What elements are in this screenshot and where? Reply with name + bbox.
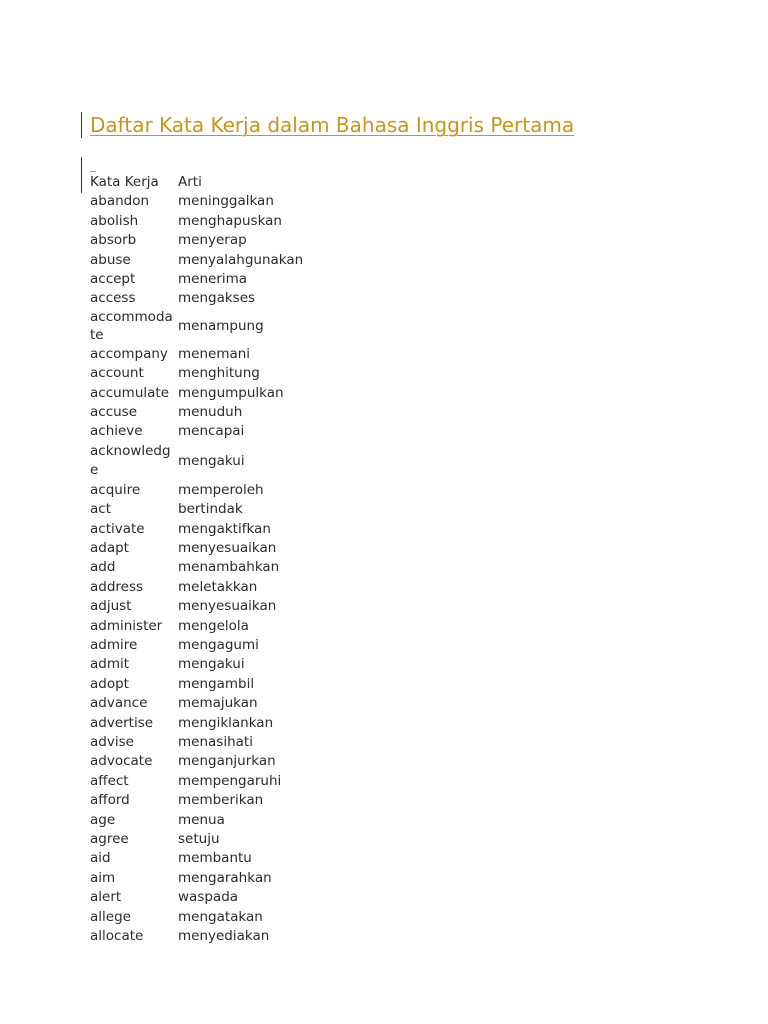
meaning-cell: menemani — [178, 345, 251, 362]
table-row — [90, 403, 303, 422]
text-cursor-bar — [81, 157, 82, 193]
meaning-cell: mengakui — [178, 656, 245, 673]
table-row — [90, 364, 303, 383]
verb-cell: afford — [90, 792, 130, 809]
verb-cell: abuse — [90, 251, 131, 268]
verb-cell: admit — [90, 656, 130, 673]
verb-cell: abolish — [90, 212, 139, 229]
meaning-cell: mengatakan — [178, 908, 263, 925]
table-row — [90, 597, 303, 616]
table-row — [90, 231, 303, 250]
verb-table — [90, 173, 303, 946]
verb-cell: address — [90, 578, 144, 595]
meaning-cell: meletakkan — [178, 578, 258, 595]
table-row — [90, 192, 303, 211]
meaning-cell: waspada — [178, 889, 239, 906]
meaning-cell: menghapuskan — [178, 212, 282, 229]
meaning-cell: menerima — [178, 271, 248, 288]
verb-cell: acknowledge — [90, 442, 171, 479]
verb-cell: aid — [90, 850, 111, 867]
meaning-cell: setuju — [178, 831, 220, 847]
table-row — [90, 888, 303, 907]
table-row — [90, 422, 303, 441]
verb-cell: agree — [90, 831, 129, 847]
table-row — [90, 270, 303, 289]
verb-cell: advance — [90, 695, 148, 712]
meaning-cell: menyediakan — [178, 928, 270, 945]
table-row — [90, 733, 303, 752]
meaning-cell: menyerap — [178, 232, 247, 249]
verb-cell: add — [90, 559, 116, 576]
table-row — [90, 481, 303, 500]
verb-cell: aim — [90, 869, 116, 886]
table-row — [90, 830, 303, 849]
meaning-cell: menganjurkan — [178, 753, 276, 770]
table-row — [90, 655, 303, 674]
verb-cell: activate — [90, 520, 145, 537]
meaning-cell: mengambil — [178, 675, 255, 692]
table-row — [90, 539, 303, 558]
verb-cell: admire — [90, 636, 138, 653]
meaning-cell: mengumpulkan — [178, 384, 284, 401]
table-row — [90, 908, 303, 927]
meaning-cell: memberikan — [178, 792, 264, 809]
table-row — [90, 849, 303, 868]
anchor-link[interactable] — [90, 158, 96, 172]
table-row — [90, 772, 303, 791]
verb-cell: account — [90, 365, 144, 382]
verb-cell: achieve — [90, 423, 143, 440]
table-row — [90, 752, 303, 771]
verb-cell: adapt — [90, 539, 129, 556]
table-row — [90, 811, 303, 830]
meaning-cell: mencapai — [178, 423, 245, 440]
table-row — [90, 251, 303, 270]
verb-cell: access — [90, 290, 136, 307]
meaning-cell: mengelola — [178, 617, 249, 634]
verb-cell: advise — [90, 733, 134, 750]
table-row — [90, 578, 303, 597]
verb-cell: adjust — [90, 598, 132, 615]
text-cursor-bar — [81, 112, 82, 138]
verb-cell: accept — [90, 271, 136, 288]
table-row — [90, 694, 303, 713]
verb-cell: accuse — [90, 404, 138, 421]
table-row — [90, 558, 303, 577]
meaning-cell: mengaktifkan — [178, 520, 271, 537]
verb-cell: abandon — [90, 193, 150, 210]
meaning-cell: memperoleh — [178, 481, 264, 498]
verb-cell: administer — [90, 617, 163, 634]
meaning-cell: menasihati — [178, 733, 253, 750]
table-row — [90, 309, 303, 345]
table-row — [90, 345, 303, 364]
column-header-verb: Kata Kerja — [90, 174, 159, 190]
verb-cell: affect — [90, 772, 129, 789]
verb-cell: absorb — [90, 232, 137, 249]
verb-cell: advocate — [90, 753, 153, 770]
meaning-cell: mempengaruhi — [178, 772, 282, 789]
meaning-cell: menambahkan — [178, 559, 280, 576]
table-row — [90, 500, 303, 519]
table-row — [90, 714, 303, 733]
verb-cell: age — [90, 811, 116, 828]
meaning-cell: menuduh — [178, 404, 243, 421]
meaning-cell: mengakui — [178, 452, 245, 469]
verb-cell: acquire — [90, 481, 141, 498]
verb-cell: alert — [90, 889, 122, 906]
verb-cell: accompany — [90, 345, 168, 362]
verb-cell: allege — [90, 908, 131, 925]
meaning-cell: mengagumi — [178, 636, 259, 653]
meaning-cell: menua — [178, 811, 225, 828]
meaning-cell: menghitung — [178, 365, 260, 382]
table-row — [90, 520, 303, 539]
verb-cell: allocate — [90, 928, 144, 945]
meaning-cell: menyalahgunakan — [178, 251, 304, 268]
meaning-cell: meninggalkan — [178, 193, 274, 210]
table-row — [90, 927, 303, 946]
verb-cell: adopt — [90, 675, 129, 692]
table-header-row — [90, 173, 303, 192]
meaning-cell: membantu — [178, 850, 252, 867]
meaning-cell: mengiklankan — [178, 714, 274, 731]
table-row — [90, 675, 303, 694]
meaning-cell: mengarahkan — [178, 869, 272, 886]
column-header-meaning: Arti — [178, 174, 202, 190]
meaning-cell: mengakses — [178, 290, 256, 307]
table-row — [90, 384, 303, 403]
verb-cell: accommodate — [90, 309, 173, 343]
verb-cell: act — [90, 501, 111, 518]
verb-cell: accumulate — [90, 384, 170, 401]
table-row — [90, 289, 303, 308]
document-title[interactable]: Daftar Kata Kerja dalam Bahasa Inggris Pertama — [90, 113, 575, 137]
table-row — [90, 869, 303, 888]
verb-cell: advertise — [90, 714, 154, 731]
table-row — [90, 212, 303, 231]
meaning-cell: menyesuaikan — [178, 598, 277, 615]
meaning-cell: bertindak — [178, 501, 243, 518]
table-row — [90, 442, 303, 481]
meaning-cell: menampung — [178, 318, 264, 335]
meaning-cell: memajukan — [178, 695, 258, 712]
table-row — [90, 791, 303, 810]
meaning-cell: menyesuaikan — [178, 539, 277, 556]
table-row — [90, 636, 303, 655]
table-row — [90, 617, 303, 636]
